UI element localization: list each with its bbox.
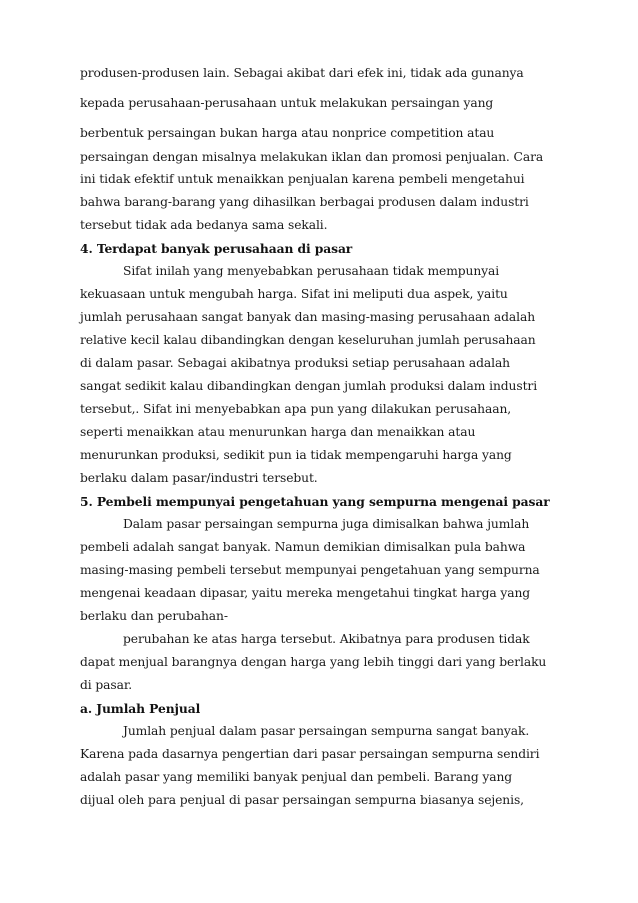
paragraph-line: berbentuk persaingan bukan harga atau nonprice competition atau xyxy=(80,126,495,140)
paragraph-line: Sifat inilah yang menyebabkan perusahaan tidak mempunyai xyxy=(123,264,500,278)
paragraph-line: ini tidak efektif untuk menaikkan penjualan karena pembeli mengetahui xyxy=(80,172,525,186)
section-heading: 5. Pembeli mempunyai pengetahuan yang sempurna mengenai pasar xyxy=(80,494,550,509)
paragraph-line: tersebut,. Sifat ini menyebabkan apa pun yang dilakukan perusahaan, xyxy=(80,402,512,416)
paragraph-line: kepada perusahaan-perusahaan untuk melakukan persaingan yang xyxy=(80,96,494,110)
paragraph-line: perubahan ke atas harga tersebut. Akibatnya para produsen tidak xyxy=(123,632,530,646)
paragraph-line: menurunkan produksi, sedikit pun ia tidak mempengaruhi harga yang xyxy=(80,448,512,462)
paragraph-line: jumlah perusahaan sangat banyak dan masing-masing perusahaan adalah xyxy=(80,310,536,324)
paragraph-line: di pasar. xyxy=(80,678,133,692)
paragraph-line: Karena pada dasarnya pengertian dari pasar persaingan sempurna sendiri xyxy=(80,747,540,761)
paragraph-line: Dalam pasar persaingan sempurna juga dimisalkan bahwa jumlah xyxy=(123,517,530,531)
paragraph-line: sangat sedikit kalau dibandingkan dengan jumlah produksi dalam industri xyxy=(80,379,538,393)
section-heading: a. Jumlah Penjual xyxy=(80,701,201,716)
paragraph-line: tersebut tidak ada bedanya sama sekali. xyxy=(80,218,328,232)
paragraph-line: dapat menjual barangnya dengan harga yang lebih tinggi dari yang berlaku xyxy=(80,655,547,669)
paragraph-line: berlaku dalam pasar/industri tersebut. xyxy=(80,471,318,485)
paragraph-line: masing-masing pembeli tersebut mempunyai pengetahuan yang sempurna xyxy=(80,563,540,577)
paragraph-line: produsen-produsen lain. Sebagai akibat dari efek ini, tidak ada gunanya xyxy=(80,66,524,80)
section-heading: 4. Terdapat banyak perusahaan di pasar xyxy=(80,241,353,256)
paragraph-line: bahwa barang-barang yang dihasilkan berbagai produsen dalam industri xyxy=(80,195,529,209)
paragraph-line: pembeli adalah sangat banyak. Namun demikian dimisalkan pula bahwa xyxy=(80,540,526,554)
paragraph-line: berlaku dan perubahan- xyxy=(80,609,228,623)
paragraph-line: Jumlah penjual dalam pasar persaingan sempurna sangat banyak. xyxy=(123,724,530,738)
paragraph-line: kekuasaan untuk mengubah harga. Sifat ini meliputi dua aspek, yaitu xyxy=(80,287,508,301)
paragraph-line: relative kecil kalau dibandingkan dengan keseluruhan jumlah perusahaan xyxy=(80,333,536,347)
paragraph-line: mengenai keadaan dipasar, yaitu mereka mengetahui tingkat harga yang xyxy=(80,586,531,600)
paragraph-line: di dalam pasar. Sebagai akibatnya produksi setiap perusahaan adalah xyxy=(80,356,510,370)
paragraph-line: adalah pasar yang memiliki banyak penjual dan pembeli. Barang yang xyxy=(80,770,513,784)
paragraph-line: seperti menaikkan atau menurunkan harga dan menaikkan atau xyxy=(80,425,476,439)
paragraph-line: dijual oleh para penjual di pasar persaingan sempurna biasanya sejenis, xyxy=(80,793,524,807)
paragraph-line: persaingan dengan misalnya melakukan iklan dan promosi penjualan. Cara xyxy=(80,150,544,164)
